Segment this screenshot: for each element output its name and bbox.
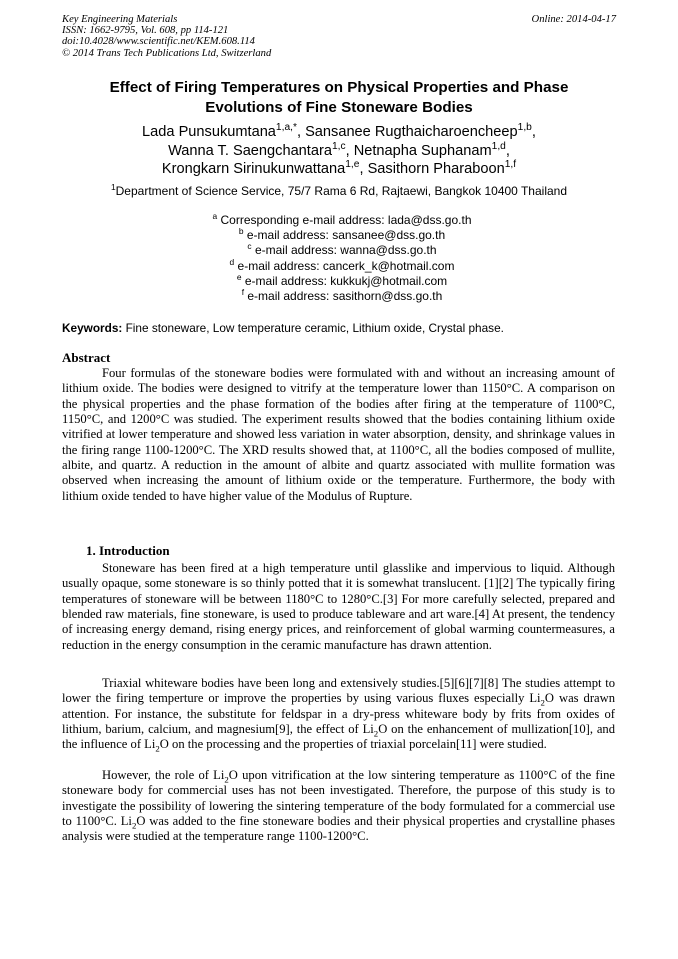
email-text: e-mail address: wanna@dss.go.th (251, 243, 437, 258)
author-name: Sansanee Rugthaicharoencheep (305, 124, 518, 140)
affiliation-text: Department of Science Service, 75/7 Rama 6 Rd, Rajtaewi, Bangkok 10400 Thailand (115, 184, 568, 198)
author-line-1 (62, 123, 616, 142)
author-sep: , (505, 142, 510, 159)
abstract-text: Four formulas of the stoneware bodies were formulated with and without an increasing amount of lithium oxide. The bodies were designed to vitrify at the temperature lower than 1150°C. A comparison on the physical properties and the phase formation of the bodies after firing at the temperature of 1100°C, 1150°C, and 1200°C was studied. The experiment results showed that the bodies containing lithium oxide vitrified at lower temperature and showed less variation in water absorption, density, and shrinkage values in the firing range 1100-1200°C. The XRD results showed that, at 1100°C, all the bodies composed of mullite, albite, and quartz. A reduction in the amount of albite and quartz associated with mullite formation was observed when increasing the amount of lithium oxide or the temperature. Furthermore, the body with lithium oxide tended to have higher value of the Modulus of Rupture. (62, 366, 615, 503)
intro-paragraph-1: Stoneware has been fired at a high temperature until glasslike and impervious to liquid. Although usually opaque, some stoneware is so thinly potted that it is somewhat translucent. [1][2] The typically firing temperatures of stoneware will be between 1180°C to 1280°C.[3] For more carefully selected, prepared and blended raw materials, fine stoneware, is used to produce tableware and art ware.[4] At present, the tendency of increasing energy demand, rising energy prices, and reinforcement of global warming countermeasures, a reduction in the energy consumption in the ceramic manufacture has drawn attention. (62, 561, 615, 652)
subscript: 2 (373, 728, 379, 739)
author-sup: 1,f (504, 159, 517, 171)
keywords-label: Keywords: (62, 321, 123, 335)
intro-paragraph-2 (62, 676, 615, 753)
email-line (62, 289, 616, 304)
doi-line: doi:10.4028/www.scientific.net/KEM.608.114 (62, 36, 255, 48)
author-sup: 1,b (517, 122, 532, 134)
email-text: e-mail address: sansanee@dss.go.th (243, 228, 446, 243)
journal-header (62, 14, 271, 59)
author-line-2 (62, 142, 616, 161)
title-line-2: Evolutions of Fine Stoneware Bodies (205, 99, 473, 116)
email-sup: a (212, 211, 218, 221)
affiliation-sup: 1 (110, 182, 116, 192)
email-text: e-mail address: cancerk_k@hotmail.com (234, 258, 455, 273)
online-date: Online: 2014-04-17 (531, 14, 616, 25)
email-line (62, 243, 616, 258)
author-name: Lada Punsukumtana (142, 124, 276, 140)
author-sup: 1,e (345, 159, 360, 171)
author-sep: , (531, 124, 536, 140)
email-sup: e (236, 271, 242, 282)
text-run: O was added to the fine stoneware bodies and their physical properties and crystalline phases analysis were studied at the temperature range 1100-1200°C. (62, 814, 616, 844)
subscript: 2 (131, 820, 137, 831)
keywords-text: Fine stoneware, Low temperature ceramic, Lithium oxide, Crystal phase. (122, 321, 504, 335)
author-name: Sasithorn Pharaboon (367, 161, 505, 177)
email-sup: d (229, 256, 235, 267)
author-sep: , (296, 124, 306, 140)
title-line-1: Effect of Firing Temperatures on Physical Properties and Phase (109, 79, 569, 96)
text-run: However, the role of Li (102, 768, 225, 782)
author-line-3 (62, 160, 616, 179)
journal-name: Key Engineering Materials (62, 14, 178, 25)
text-run: O on the processing and the properties of triaxial porcelain[11] were studied. (159, 737, 547, 752)
subscript: 2 (540, 697, 545, 708)
text-run: O was drawn attention. For instance, the substitute for feldspar in a dry-press whiteware body by frits from oxides of lithium, barium, calcium, and magnesium[9], the effect of Li (62, 691, 615, 737)
paper-title (62, 78, 616, 118)
introduction-heading: 1. Introduction (86, 543, 170, 558)
email-text: Corresponding e-mail address: lada@dss.go.th (217, 213, 472, 227)
email-line (62, 271, 616, 289)
subscript: 2 (155, 743, 160, 754)
text-run: O upon vitrification at the low sintering temperature as 1100°C of the fine stoneware body for commercial uses has not been investigated. Therefore, the purpose of this study is to investigate the possibility of lowering the sintering temperature of the body formulated for a commercial use to 1100°C. Li (62, 768, 615, 829)
copyright-line: © 2014 Trans Tech Publications Ltd, Switzerland (62, 47, 272, 59)
author-sup: 1,c (331, 140, 346, 152)
email-sup: c (247, 241, 252, 252)
email-sup: b (238, 226, 244, 237)
author-sep: , (359, 161, 368, 177)
affiliation (62, 184, 616, 198)
text-run: O on the enhancement of mullization[10], and the influence of Li (62, 722, 616, 752)
subscript: 2 (224, 774, 229, 785)
author-name: Krongkarn Sirinukunwattana (161, 161, 346, 177)
author-name: Netnapha Suphanam (353, 142, 492, 159)
author-list (62, 123, 616, 179)
intro-paragraph-3 (62, 768, 615, 845)
abstract-heading: Abstract (62, 350, 111, 365)
email-sup: f (241, 287, 245, 298)
email-text: e-mail address: sasithorn@dss.go.th (244, 289, 443, 304)
email-text: e-mail address: kukkukj@hotmail.com (241, 273, 448, 288)
email-line (62, 213, 616, 228)
issn-line: ISSN: 1662-9795, Vol. 608, pp 114-121 (62, 25, 229, 37)
email-line (62, 256, 616, 274)
text-run: Triaxial whiteware bodies have been long and extensively studies.[5][6][7][8] The studies attempt to lower the firing temperture or improve the properties by using various fluxes especially Li (62, 676, 615, 706)
author-sep: , (345, 142, 354, 159)
keywords (62, 321, 616, 335)
author-sup: 1,d (491, 140, 506, 152)
author-sup: 1,a,* (275, 122, 297, 134)
email-list (62, 213, 616, 304)
author-name: Wanna T. Saengchantara (168, 142, 332, 159)
email-line (62, 228, 616, 243)
